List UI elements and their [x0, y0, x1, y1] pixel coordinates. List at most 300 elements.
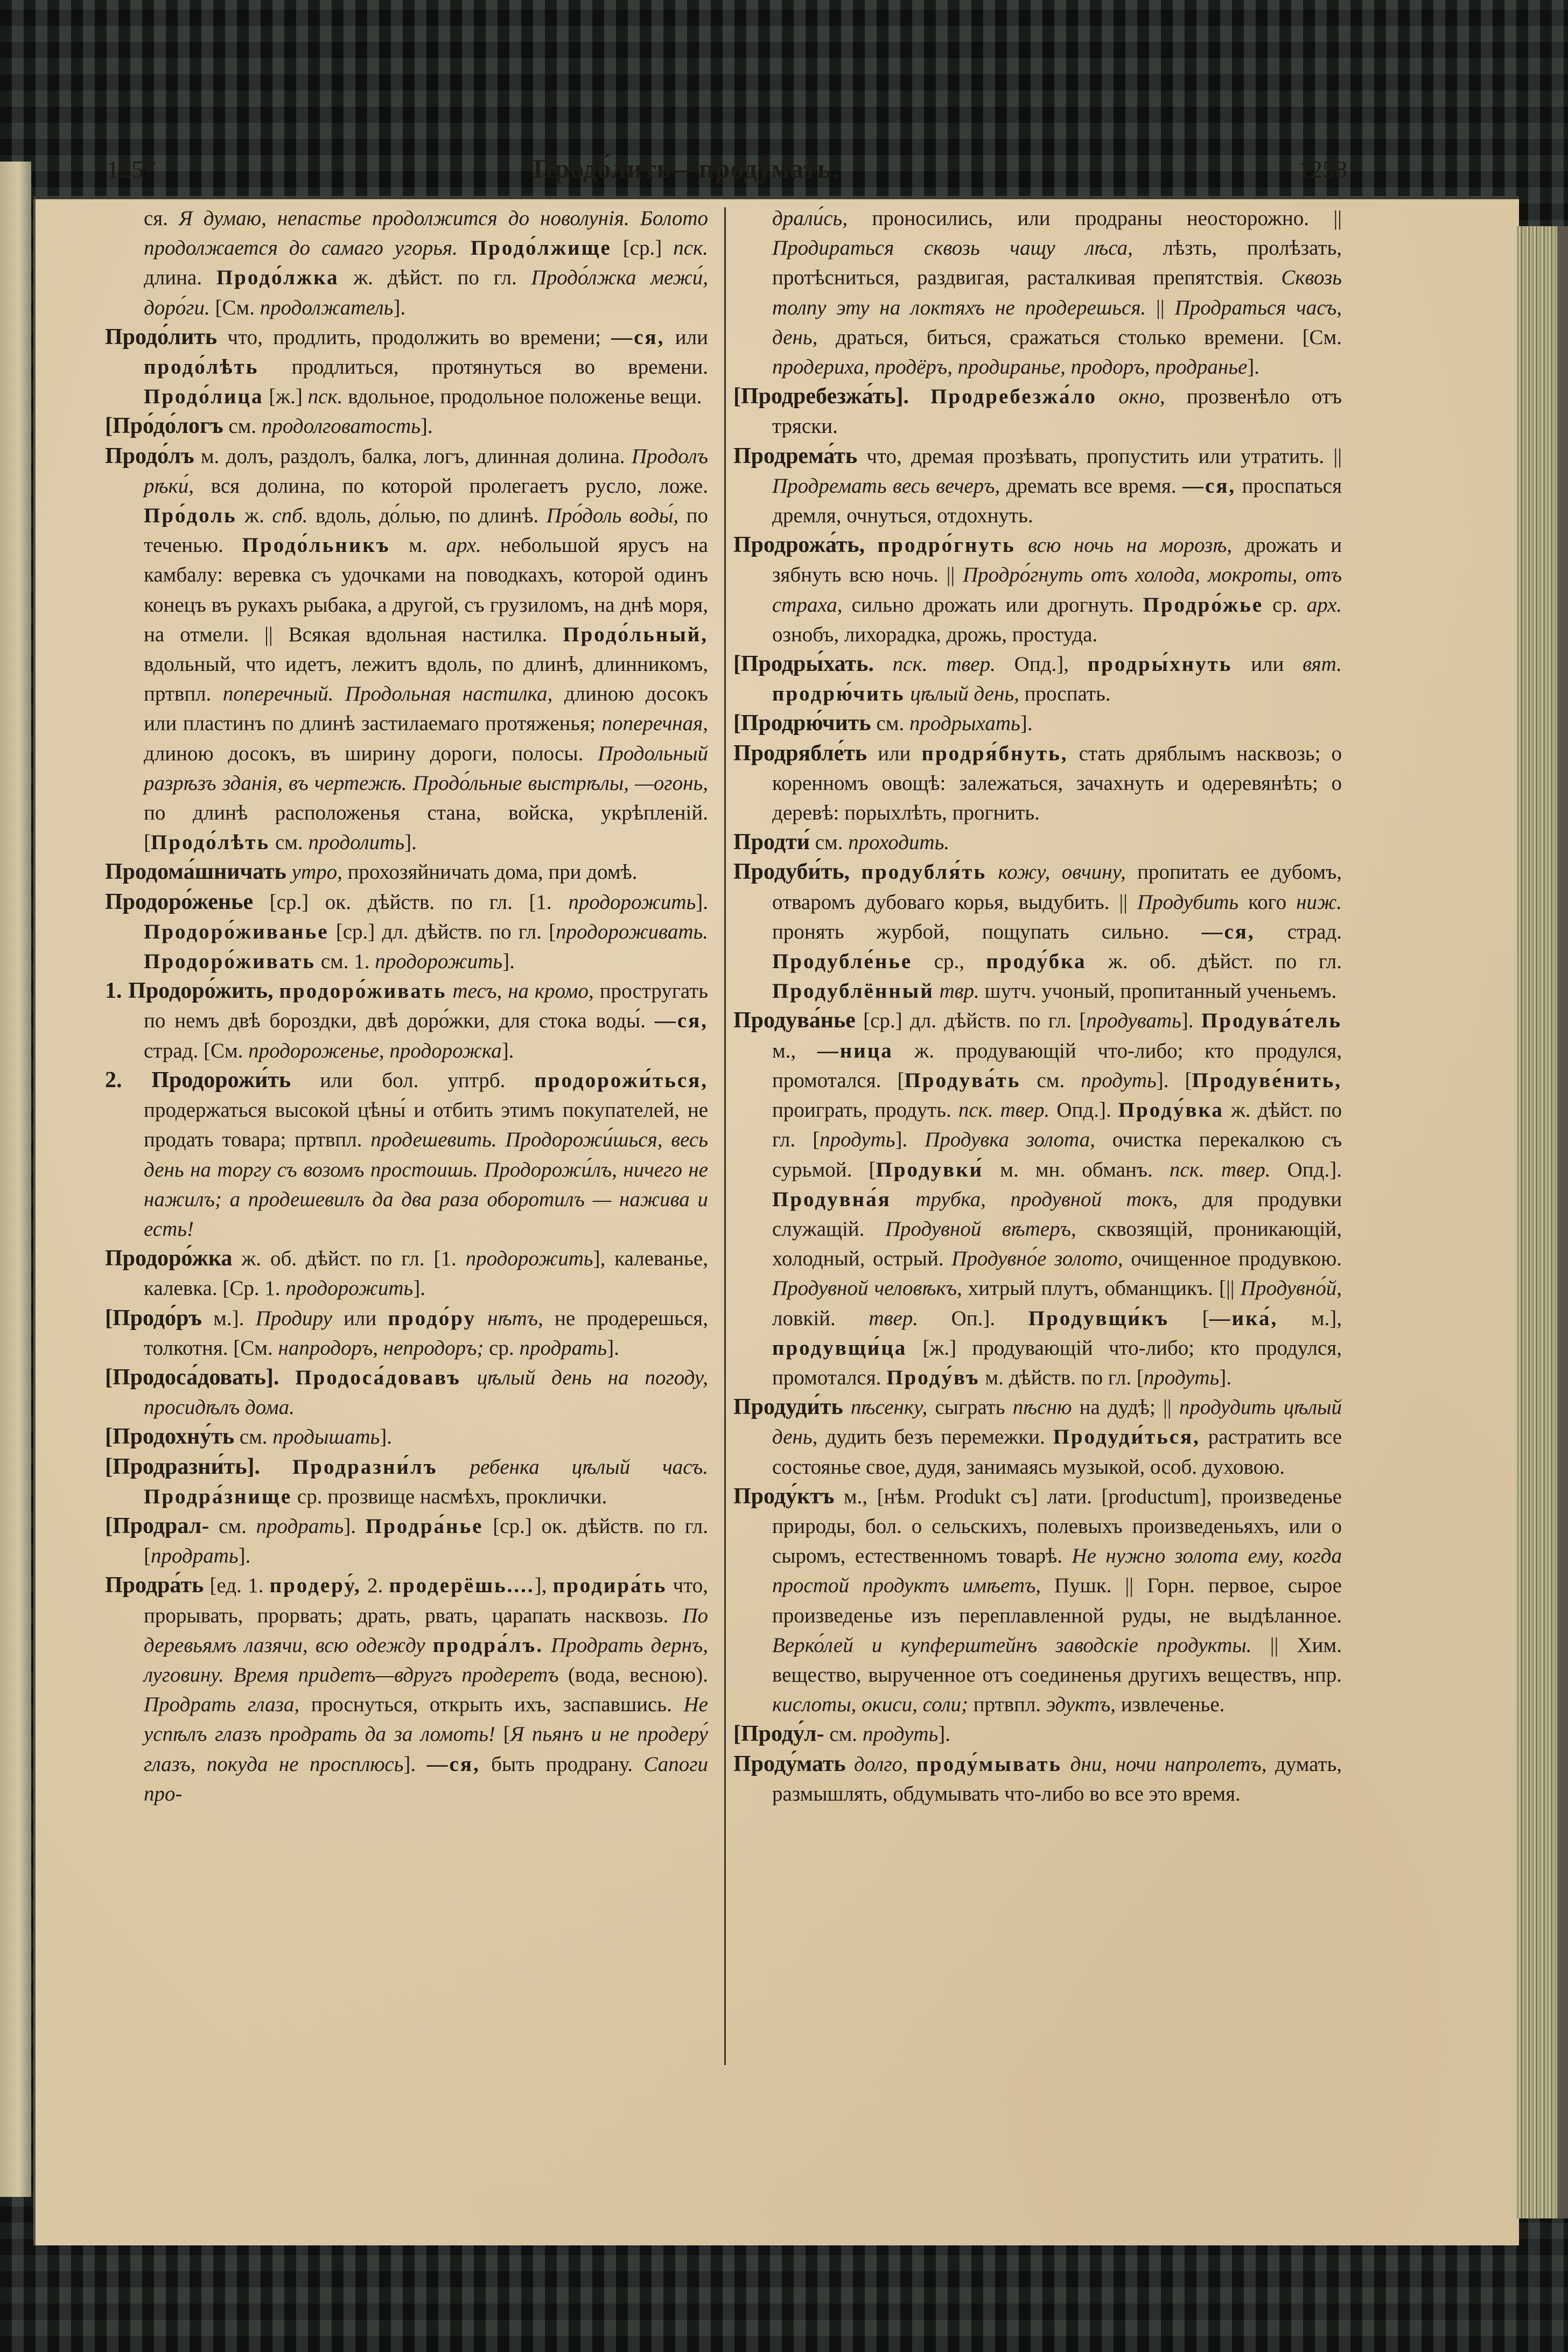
headword: Продува́нье [733, 1008, 856, 1033]
headword: Продоро́жка [105, 1246, 233, 1271]
example-text: продрать [256, 1514, 344, 1538]
definition-text: вдоль, до́лью, по длинѣ. [307, 504, 547, 528]
headword: Продрема́ть [733, 443, 858, 468]
definition-text [447, 979, 453, 1003]
definition-text [891, 1188, 915, 1211]
definition-text: или [1232, 653, 1303, 676]
example-text: Продувно́й, [1240, 1277, 1342, 1300]
definition-text: ср. прозвище насмѣхъ, проклички. [292, 1485, 607, 1508]
derived-form: Проду́вка [1118, 1098, 1224, 1122]
derived-form: проду́мывать [916, 1752, 1062, 1776]
derived-form: Продро́жье [1143, 593, 1264, 617]
example-text: дни, ночи напролетъ, [1070, 1752, 1267, 1776]
headword: Продрожа́ть, [733, 533, 865, 558]
dictionary-entry [733, 1482, 1342, 1720]
derived-form: продрю́чить [772, 682, 905, 706]
definition-text: м. долъ, раздолъ, балка, логъ, длинная долина. [194, 444, 632, 468]
definition-text: прохозяйничать дома, при домѣ. [342, 860, 638, 884]
definition-text: страд. [См. [144, 1039, 249, 1062]
definition-text: [ж.] [263, 385, 308, 409]
example-text: продолжатель [260, 296, 394, 319]
definition-text: пртвпл. [968, 1693, 1046, 1717]
example-text: Продувной вѣтеръ, [885, 1217, 1076, 1241]
dictionary-entry [105, 1422, 708, 1452]
definition-text: ж. дѣйст. по гл. [339, 266, 531, 290]
example-text: Верко́лей и купферштейнъ заводскіе продукты. [772, 1633, 1252, 1657]
headword: [Продохну́ть [105, 1424, 235, 1450]
definition-text: см. 1. [315, 950, 375, 974]
definition-text: (вода, весною). [558, 1663, 708, 1686]
dictionary-entry [105, 442, 708, 858]
definition-text: м., [772, 1039, 817, 1062]
example-text: продуть [1143, 1366, 1220, 1389]
example-text: спб. [272, 504, 308, 528]
derived-form: продры́хнуть [1087, 653, 1233, 676]
definition-text: или [332, 1306, 388, 1330]
definition-text: ср. [1263, 593, 1307, 617]
derived-form: Продува́ть [904, 1068, 1021, 1092]
definition-text: м. мн. обманъ. [983, 1158, 1170, 1181]
derived-form: —ся, [611, 325, 665, 349]
definition-text [1097, 385, 1118, 408]
derived-form: продеру́, [269, 1574, 361, 1598]
derived-form: —ница [817, 1039, 893, 1062]
definition-text: ], [534, 1574, 553, 1598]
definition-text: ]. [404, 831, 417, 855]
definition-text: очищенное продувкою. [1123, 1247, 1342, 1271]
headword: [Проду́л- [733, 1721, 824, 1747]
definition-text: [ср.] [611, 236, 674, 260]
definition-text [260, 1455, 292, 1479]
definition-text: проносились, или продраны неосторожно. || [848, 207, 1342, 230]
derived-form: —ся, [1201, 920, 1255, 943]
derived-form: Продо́лѣть [151, 831, 270, 855]
derived-form: продо́лѣть [144, 355, 259, 379]
headword: Продра́ть [105, 1573, 204, 1598]
derived-form: Продубле́нье [772, 950, 913, 974]
definition-text: сквозящій, проникающій, холодный, острый. [772, 1217, 1342, 1271]
definition-text: лѣзть, пролѣзать, протѣсниться, раздвигая, расталкивая препятствія. [772, 236, 1342, 290]
definition-text: м. дѣйств. по гл. [ [979, 1366, 1144, 1389]
definition-text: быть продрану. [480, 1752, 644, 1776]
dictionary-entry [105, 857, 708, 887]
definition-text: ся. [144, 207, 179, 230]
definition-text: продержаться высокой цѣны́ и отбить этимъ покупателей, не продать товара; пртвпл. [144, 1098, 708, 1152]
example-text: Продольный разрѣзъ зданія, въ чертежѣ. Продо́льные выстрѣлы, —огонь, [144, 741, 708, 795]
definition-text: ]. [420, 415, 433, 438]
definition-text: ]. [393, 296, 406, 319]
headword: Продрябле́ть [733, 740, 867, 766]
example-text: Продиру [255, 1306, 332, 1330]
definition-text: не продерешься, толкотня. [См. [144, 1306, 708, 1360]
example-text: ребенка цѣлый часъ. [470, 1455, 708, 1479]
definition-text: || [1146, 296, 1175, 319]
example-text: утро, [291, 860, 342, 884]
example-text: продешевить. Продорожи́шься, весь день на торгу съ возомъ простоишь. Продорожи́лъ, ничего не нажилъ; а продешевилъ да два раза оборотилъ — нажива и есть! [144, 1128, 708, 1241]
example-text: кислоты, окиси, соли; [772, 1693, 969, 1717]
definition-text: дудить безъ перемежки. [817, 1425, 1053, 1449]
definition-text: ]. [938, 1723, 950, 1746]
definition-text [846, 1753, 855, 1776]
definition-text: ]. [607, 1336, 619, 1360]
definition-text: ловкій. [772, 1306, 869, 1330]
example-text: Продремать весь вечеръ, [772, 474, 1000, 498]
dictionary-entry [733, 739, 1342, 828]
headword: Продо́лить [105, 324, 218, 349]
example-text: цѣлый день на погоду, просидѣлъ дома. [144, 1366, 709, 1419]
dictionary-entry [733, 709, 1342, 738]
example-text: пѣсню [1012, 1396, 1072, 1419]
definition-text: пропитать ее дубомъ, отваромъ дубоваго корья, выдубить. || [772, 860, 1342, 914]
definition-text: 2. [361, 1574, 389, 1598]
definition-text: растратить все состоянье свое, дудя, занимаясь музыкой, особ. духовою. [772, 1425, 1342, 1479]
definition-text: что, продлить, продолжить во времени; [217, 325, 612, 349]
page-number-left: 1257 [107, 156, 156, 183]
definition-text: вдольный, что идетъ, лежитъ вдоль, по длинѣ, длинникомъ, пртвпл. [144, 653, 708, 706]
headword: 1. Продоро́жить, [105, 978, 274, 1004]
example-text: пск. твер. [1169, 1158, 1271, 1181]
example-text: поперечная, [601, 712, 708, 736]
example-text: продороживать. [556, 920, 708, 943]
definition-text: [См. [209, 296, 260, 319]
example-text: продуть [862, 1723, 939, 1746]
example-text: продорожить [465, 1247, 593, 1271]
definition-text: на дудѣ; || [1072, 1396, 1179, 1419]
example-text: окно, [1118, 385, 1165, 409]
example-text: Продувной человѣкъ, [772, 1277, 962, 1300]
definition-text: продлиться, протянуться во времени. [258, 355, 708, 379]
dictionary-entry [733, 442, 1342, 531]
headword: [Продрю́чить [733, 711, 871, 736]
definition-text [934, 979, 940, 1003]
derived-form: продоро́живать [279, 979, 447, 1003]
running-title: Продо́лить—проду́мать. [533, 153, 839, 184]
headword: [Продразни́ть]. [105, 1454, 261, 1479]
definition-text: ]. [502, 950, 515, 974]
definition-text: [ [495, 1723, 510, 1746]
dictionary-entry [105, 204, 708, 323]
definition-text: шутч. учоный, пропитанный ученьемъ. [979, 979, 1337, 1003]
dictionary-entry [105, 1244, 708, 1303]
example-text: драли́сь, [772, 207, 848, 230]
definition-text: по теченью. [144, 504, 709, 557]
definition-text: проиграть, продуть. [772, 1098, 958, 1122]
example-text: продорожить [375, 950, 503, 974]
dictionary-entry [733, 204, 1342, 382]
example-text: Продро́гнуть отъ холода, мокроты, отъ страха, [772, 563, 1342, 617]
example-text: продудить цѣлый день, [772, 1396, 1342, 1449]
derived-form: продорожи́ться, [534, 1068, 709, 1092]
definition-text: длиною досокъ, въ ширину дороги, полосы. [144, 741, 598, 765]
definition-text: простругать по немъ двѣ бороздки, двѣ доро́жки, для стока воды́. [144, 979, 708, 1033]
definition-text: [ср.] дл. дѣйств. по гл. [ [855, 1009, 1087, 1033]
definition-text: кого [1238, 890, 1297, 914]
definition-text [850, 860, 861, 884]
definition-text [909, 385, 930, 408]
definition-text [438, 1455, 470, 1479]
derived-form: Продразни́лъ [292, 1455, 438, 1479]
definition-text: см. [209, 1514, 256, 1538]
example-text: пѣсенку, [850, 1396, 928, 1419]
definition-text: по длинѣ расположенья стана, войска, укрѣпленій. [ [144, 801, 708, 855]
derived-form: Про́доль [144, 504, 237, 528]
example-text: продрать [519, 1336, 607, 1360]
definition-text: м. [390, 534, 446, 557]
definition-text: [ср.] ок. дѣйств. по гл. [ [144, 1514, 708, 1568]
derived-form: Продублённый [772, 979, 934, 1003]
definition-text: вся долина, по которой пролегаетъ русло, ложе. [194, 474, 708, 498]
example-text: продуть [1081, 1068, 1157, 1092]
example-text: Продувно́е золото, [951, 1247, 1123, 1271]
definition-text [543, 1634, 551, 1657]
example-text: Продираться сквозь чащу лѣса, [772, 236, 1133, 260]
definition-text: см. [270, 831, 309, 855]
definition-text [461, 1366, 477, 1389]
definition-text: см. [1020, 1068, 1081, 1092]
definition-text: проспаться дремля, очнуться, отдохнуть. [772, 474, 1342, 528]
definition-text [865, 534, 878, 557]
definition-text: см. [809, 831, 849, 855]
derived-form: —ся, [654, 1009, 708, 1033]
derived-form: продира́ть [552, 1574, 667, 1598]
example-text: Продолъ рѣки́, [144, 444, 708, 498]
example-text: напродоръ, непродоръ; [278, 1336, 484, 1360]
definition-text: [ср.] дл. дѣйств. по гл. [ [328, 920, 556, 943]
example-text: тесъ, на кромо, [452, 979, 594, 1003]
dictionary-entry [105, 1304, 708, 1363]
definition-text [843, 1396, 851, 1419]
definition-text: Опд.]. [1270, 1158, 1342, 1181]
example-text: ниж. [1296, 890, 1342, 914]
definition-text: ср., [912, 950, 986, 974]
example-text: продериха, продёръ, продиранье, продоръ, продранье [772, 355, 1248, 379]
definition-text: ]. [501, 1039, 514, 1062]
definition-text: Опд.]. [1049, 1098, 1118, 1122]
example-text: продрыхать [909, 712, 1020, 736]
definition-text [425, 1634, 433, 1657]
example-text: пск. твер. [892, 653, 996, 676]
example-text: нѣтъ, [487, 1306, 543, 1330]
example-text: кожу, овчину, [998, 860, 1126, 884]
definition-text: ]. [1020, 712, 1033, 736]
definition-text: ж. дѣйст. по гл. [ [772, 1098, 1342, 1152]
derived-form: проду́бка [986, 950, 1087, 974]
definition-text: см. [871, 712, 909, 736]
example-text: арх. [446, 534, 481, 557]
dictionary-entry [105, 1511, 708, 1571]
definition-text: Оп.]. [918, 1306, 1028, 1330]
dictionary-entry [105, 1363, 708, 1422]
definition-text: ж. об. дѣйст. по гл. [1086, 950, 1342, 974]
example-text: продышать [272, 1425, 380, 1449]
definition-text: длиною досокъ или пластинъ по длинѣ застилаемаго протяженья; [144, 682, 708, 736]
derived-form: продо́ру [388, 1306, 476, 1330]
definition-text: проснуться, открыть ихъ, заспавшись. [299, 1693, 684, 1717]
example-text: поперечный. Продольная настилка, [222, 682, 553, 706]
dictionary-entry [733, 1719, 1342, 1749]
example-text: Сапоги про- [144, 1752, 708, 1805]
definition-text: ]. [344, 1514, 366, 1538]
example-text: продувать [1086, 1009, 1181, 1033]
dictionary-entry [733, 828, 1342, 857]
dictionary-entry [733, 382, 1342, 441]
definition-text [874, 653, 893, 676]
definition-text: ]. [895, 1128, 925, 1152]
example-text: трубка, продувной токъ, [915, 1187, 1178, 1211]
definition-text: прозвенѣло отъ тряски. [772, 385, 1342, 438]
definition-text: что, дремая прозѣвать, пропустить или утратить. || [857, 444, 1342, 468]
definition-text: ]. [1247, 355, 1260, 379]
definition-text: Пушк. || Горн. первое, сырое произведенье изъ переплавленной руды, не выдѣланное. [772, 1574, 1342, 1627]
dictionary-entry [733, 857, 1342, 1006]
definition-text: что, прорывать, прорвать; драть, рвать, царапать насквозь. [144, 1574, 708, 1627]
definition-text: ]. [380, 1425, 393, 1449]
example-text: продорожить [568, 890, 696, 914]
derived-form: Продра́знище [144, 1485, 292, 1508]
headword: 2. Продорожи́ть [105, 1067, 291, 1093]
dictionary-entry [733, 649, 1342, 709]
definition-text: сыграть [927, 1396, 1013, 1419]
example-text: продолговатость [261, 415, 421, 438]
derived-form: Продо́лжище [457, 236, 612, 260]
definition-text: страд. [1255, 920, 1342, 943]
dictionary-entry [733, 530, 1342, 649]
definition-text: сильно дрожать или дрогнуть. [842, 593, 1143, 617]
page-header [70, 151, 1362, 188]
definition-text: Опд.], [995, 653, 1088, 676]
definition-text: [ср.] ок. дѣйств. по гл. [1. [253, 890, 569, 914]
example-text: вят. [1303, 653, 1342, 676]
definition-text: м.]. [201, 1306, 256, 1330]
example-text: продороженье, продорожка [248, 1039, 502, 1062]
example-text: Я думаю, непастье продолжится до новолунія. Болото продолжается до самаго угорья. [144, 207, 708, 260]
example-text: Я пьянъ и не продеру́ глазъ, покуда не просплюсь [144, 1723, 708, 1776]
definition-text [476, 1307, 487, 1330]
example-text: пск. твер. [958, 1098, 1050, 1122]
example-text: Продрать дернъ, луговину. Время придетъ—вдругъ продеретъ [144, 1633, 709, 1686]
headword: [Продрал- [105, 1513, 209, 1538]
definition-text: или [867, 741, 922, 765]
example-text: пск. [673, 236, 708, 260]
derived-form: —ика́, [1209, 1306, 1278, 1330]
derived-form: продро́гнуть [877, 534, 1016, 557]
left-column [105, 204, 708, 1809]
derived-form: Продувки́ [876, 1158, 984, 1181]
headword: [Про́до́логъ [105, 414, 223, 439]
example-text: продолить [308, 831, 405, 855]
derived-form: Продоса́довавъ [295, 1366, 461, 1389]
definition-text: см. [824, 1723, 863, 1746]
example-text: Не успѣлъ глазъ продрать да за ломоть! [144, 1693, 708, 1746]
dictionary-entry [733, 1392, 1342, 1482]
definition-text: см. [234, 1425, 273, 1449]
derived-form: —ся, [1182, 474, 1236, 498]
definition-text: ознобъ, лихорадка, дрожь, простуда. [772, 622, 1098, 646]
definition-text: [ед. 1. [204, 1574, 270, 1598]
headword: [Продры́хать. [733, 652, 874, 677]
headword: Продоро́женье [105, 889, 253, 914]
definition-text: ]. [1219, 1366, 1232, 1389]
dictionary-entry [105, 976, 708, 1066]
dictionary-entry [105, 1452, 708, 1511]
right-column [733, 204, 1342, 1809]
example-text: Сквозь толпу эту на локтяхъ не продерешься. [772, 266, 1342, 319]
derived-form: —ся, [426, 1752, 480, 1776]
derived-form: Проду́въ [886, 1366, 980, 1389]
definition-text: или бол. уптрб. [291, 1068, 535, 1092]
definition-text [279, 1366, 295, 1389]
dictionary-entry [733, 1006, 1342, 1392]
definition-text: см. [223, 415, 262, 438]
definition-text: хитрый плутъ, обманщикъ. [|| [962, 1277, 1241, 1300]
definition-text: очистка перекалкою съ сурьмой. [ [772, 1128, 1342, 1181]
dictionary-entry [105, 887, 708, 977]
example-text: долго, [854, 1752, 908, 1776]
example-text: По деревьямъ лазячи, всю одежду [144, 1604, 708, 1657]
headword: Продома́шничать [105, 859, 286, 885]
derived-form: Продуди́ться, [1053, 1425, 1200, 1449]
example-text: продорожить [285, 1277, 414, 1300]
headword: [Продо́ръ [105, 1305, 202, 1331]
dictionary-entry [105, 411, 708, 441]
definition-text: ж. [236, 504, 272, 528]
derived-form: Продувна́я [772, 1187, 891, 1211]
definition-text: для продувки служащій. [772, 1187, 1342, 1241]
definition-text: вдольное, продольное положенье вещи. [342, 385, 702, 409]
headword: Продти́ [733, 830, 810, 855]
headword: Продуби́ть, [733, 859, 850, 885]
definition-text: драться, биться, сражаться столько времени. [См. [817, 325, 1342, 349]
derived-form: Продребезжа́ло [930, 385, 1097, 409]
example-text: Продрать глаза, [144, 1693, 300, 1717]
example-text: Не нужно золота ему, когда простой продуктъ имѣетъ, [772, 1544, 1342, 1598]
definition-text: ]. [696, 890, 708, 914]
definition-text [905, 682, 911, 705]
definition-text: ж. продувающій что-либо; кто продулся, промотался. [ [772, 1039, 1342, 1092]
adjacent-page-edge [0, 162, 31, 2197]
definition-text: м., [нѣм. Produkt съ] лати. [productum], произведенье природы, бол. о сельскихъ, полевыхъ произведеньяхъ, или о сыромъ, естественномъ товарѣ. [772, 1485, 1342, 1568]
derived-form: Продуве́нить, [1192, 1068, 1342, 1092]
derived-form: продря́бнуть, [921, 741, 1068, 765]
definition-text: пронять журбой, пощупать сильно. [772, 920, 1202, 943]
example-text: эдуктъ, [1046, 1693, 1116, 1717]
example-text: Продувка золота, [925, 1128, 1095, 1152]
example-text: твр. [939, 979, 979, 1003]
dictionary-entry [733, 1749, 1342, 1809]
definition-text [1062, 1753, 1070, 1776]
example-text: пск. [307, 385, 343, 409]
definition-text: [ [1169, 1306, 1209, 1330]
derived-form: продерёшь.... [389, 1574, 535, 1598]
definition-text: дрожать и зябнуть всю ночь. || [772, 534, 1342, 587]
example-text: арх. [1306, 593, 1342, 617]
derived-form: Продоро́живать [144, 950, 316, 974]
headword: [Продребезжа́ть]. [733, 384, 909, 409]
definition-text: м.], [1278, 1306, 1342, 1330]
derived-form: Продо́льникъ [242, 534, 390, 557]
definition-text: стать дряблымъ насквозь; о коренномъ овощѣ: залежаться, зачахнуть и одеревянѣть; о деревѣ: порыхлѣть, прогнить. [772, 741, 1342, 825]
headword: [Продоса́довать]. [105, 1364, 279, 1390]
definition-text: ]. [413, 1277, 426, 1300]
page-stack-edge [1517, 226, 1568, 2218]
headword: Продуди́ть [733, 1395, 843, 1420]
definition-text: ]. [403, 1752, 427, 1776]
definition-text: ], калеванье, калевка. [Ср. 1. [144, 1247, 708, 1300]
definition-text: длина. [144, 266, 216, 290]
definition-text [1016, 534, 1028, 557]
definition-text: ]. [ [1156, 1068, 1192, 1092]
dictionary-entry [105, 1066, 708, 1244]
